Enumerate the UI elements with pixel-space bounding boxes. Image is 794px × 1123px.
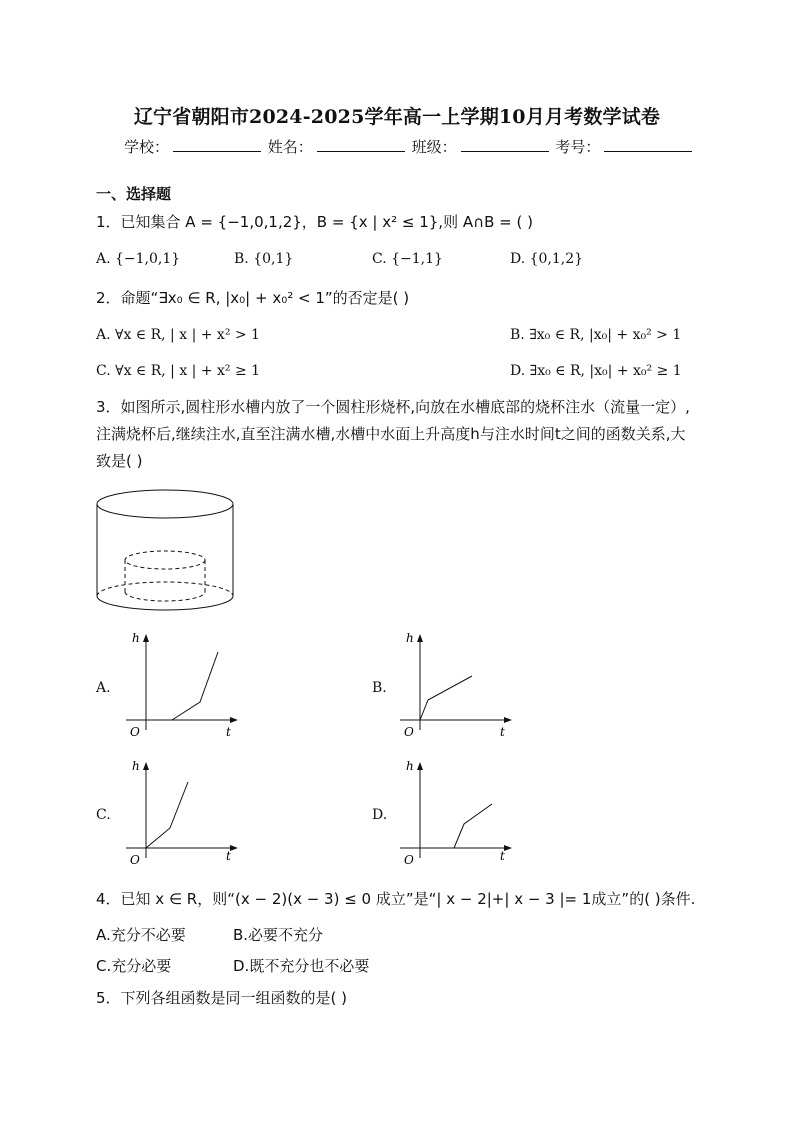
q2-option-a: A. ∀x ∈ R, | x | + x² > 1	[96, 327, 260, 343]
q1-stem: 1．已知集合 A = {−1,0,1,2}，B = {x | x² ≤ 1},则 A∩B = ( )	[96, 213, 533, 231]
graph-a-label: A.	[96, 680, 111, 696]
class-blank[interactable]	[461, 137, 549, 152]
class-label: 班级：	[411, 138, 457, 156]
exam-number-label: 考号：	[555, 138, 601, 156]
q3-stem: 3．如图所示,圆柱形水槽内放了一个圆柱形烧杯,向放在水槽底部的烧杯注水（流量一定）,注满烧杯后,继续注水,直至注满水槽,水槽中水面上升高度h与注水时间t之间的函数关系,大致是( )	[96, 398, 690, 470]
q2-stem: 2．命题“∃x₀ ∈ R, |x₀| + x₀² < 1”的否定是( )	[96, 289, 410, 307]
q1-option-a: A. {−1,0,1}	[96, 251, 181, 267]
q1-option-b: B. {0,1}	[234, 251, 294, 267]
graph-c-label: C.	[96, 807, 111, 823]
exam-number-blank[interactable]	[604, 137, 692, 152]
q4-option-c: C.充分必要	[96, 957, 172, 975]
q2-option-c: C. ∀x ∈ R, | x | + x² ≥ 1	[96, 363, 261, 379]
section-title: 一、选择题	[96, 185, 172, 203]
page-title: 辽宁省朝阳市2024-2025学年高一上学期10月月考数学试卷	[133, 106, 661, 128]
graph-d	[392, 758, 518, 868]
q1-option-d: D. {0,1,2}	[510, 251, 584, 267]
q4-option-a: A.充分不必要	[96, 926, 186, 944]
graph-b-label: B.	[372, 680, 387, 696]
school-label: 学校：	[124, 138, 170, 156]
q5-stem: 5．下列各组函数是同一组函数的是( )	[96, 989, 348, 1007]
graph-a	[118, 630, 244, 740]
name-label: 姓名：	[267, 138, 313, 156]
graph-a-t-label: t	[226, 725, 231, 739]
graph-c-h-label: h	[132, 759, 140, 773]
q4-option-b: B.必要不充分	[233, 926, 324, 944]
q1-option-c: C. {−1,1}	[372, 251, 443, 267]
student-info-line	[124, 136, 694, 157]
graph-c	[118, 758, 244, 868]
q4-stem: 4．已知 x ∈ R，则“(x − 2)(x − 3) ≤ 0 成立”是“| x − 2|+| x − 3 |= 1成立”的( )条件.	[96, 890, 696, 908]
graph-b-t-label: t	[500, 725, 505, 739]
graph-a-origin-label: O	[130, 725, 140, 739]
q2-option-d: D. ∃x₀ ∈ R, |x₀| + x₀² ≥ 1	[510, 363, 682, 379]
graph-d-t-label: t	[500, 849, 505, 863]
graph-d-label: D.	[372, 807, 388, 823]
name-blank[interactable]	[317, 137, 405, 152]
graph-d-origin-label: O	[404, 853, 414, 867]
graph-b	[392, 630, 518, 740]
q2-option-b: B. ∃x₀ ∈ R, |x₀| + x₀² > 1	[510, 327, 682, 343]
school-blank[interactable]	[173, 137, 261, 152]
graph-b-origin-label: O	[404, 725, 414, 739]
graph-c-t-label: t	[226, 849, 231, 863]
graph-a-h-label: h	[132, 631, 140, 645]
graph-c-origin-label: O	[130, 853, 140, 867]
graph-d-h-label: h	[406, 759, 414, 773]
q4-option-d: D.既不充分也不必要	[233, 957, 370, 975]
cylinder-figure	[94, 488, 240, 618]
graph-b-h-label: h	[406, 631, 414, 645]
